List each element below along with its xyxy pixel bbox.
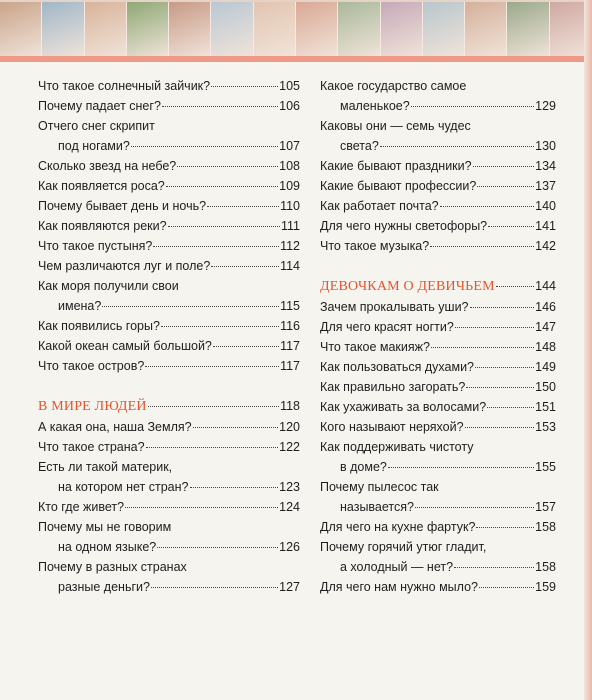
dot-leader bbox=[125, 507, 278, 508]
dot-leader bbox=[475, 367, 534, 368]
toc-page-number: 123 bbox=[279, 480, 300, 494]
toc-page-number: 134 bbox=[535, 159, 556, 173]
toc-entry bbox=[38, 96, 300, 116]
toc-page-number: 106 bbox=[279, 99, 300, 113]
toc-entry bbox=[320, 357, 556, 377]
toc-page-number: 117 bbox=[280, 359, 300, 373]
toc-entry-text: Что такое макияж? bbox=[320, 340, 430, 354]
toc-page-number: 129 bbox=[535, 99, 556, 113]
child-photo bbox=[465, 2, 507, 58]
toc-entry bbox=[320, 517, 556, 537]
toc-page-number: 159 bbox=[535, 580, 556, 594]
toc-page-number: 116 bbox=[280, 319, 300, 333]
child-photo bbox=[85, 2, 127, 58]
dot-leader bbox=[431, 347, 534, 348]
dot-leader bbox=[145, 366, 279, 367]
toc-entry bbox=[320, 317, 556, 337]
toc-entry bbox=[38, 256, 300, 276]
child-photo bbox=[169, 2, 211, 58]
toc-page-number: 137 bbox=[535, 179, 556, 193]
dot-leader bbox=[148, 406, 279, 407]
toc-page-number: 114 bbox=[280, 259, 300, 273]
toc-entry bbox=[38, 497, 300, 517]
dot-leader bbox=[166, 186, 278, 187]
toc-entry bbox=[320, 477, 556, 517]
toc-entry bbox=[38, 557, 300, 597]
toc-entry bbox=[38, 236, 300, 256]
toc-entry bbox=[320, 76, 556, 116]
toc-entry bbox=[38, 196, 300, 216]
toc-page-number: 150 bbox=[535, 380, 556, 394]
dot-leader bbox=[470, 307, 535, 308]
dot-leader bbox=[177, 166, 278, 167]
toc-page-number: 110 bbox=[280, 199, 300, 213]
toc-entry bbox=[320, 377, 556, 397]
dot-leader bbox=[476, 527, 534, 528]
toc-entry-text: Что такое солнечный зайчик? bbox=[38, 79, 211, 93]
child-photo bbox=[211, 2, 253, 58]
toc-entry bbox=[320, 116, 556, 156]
toc-entry bbox=[38, 156, 300, 176]
dot-leader bbox=[487, 407, 534, 408]
toc-entry-text: Что такое музыка? bbox=[320, 239, 430, 253]
toc-entry-text: света? bbox=[340, 139, 379, 153]
toc-page-number: 127 bbox=[279, 580, 300, 594]
toc-section-heading bbox=[38, 396, 300, 417]
dot-leader bbox=[496, 286, 534, 287]
toc-page-number: 153 bbox=[535, 420, 556, 434]
toc-entry-text: Какие бывают праздники? bbox=[320, 159, 472, 173]
toc-entry-text: Есть ли такой материк, bbox=[38, 460, 173, 474]
toc-entry bbox=[320, 437, 556, 477]
toc-entry-text: Что такое пустыня? bbox=[38, 239, 153, 253]
toc-page-number: 118 bbox=[280, 399, 300, 413]
toc-entry-text: ДЕВОЧКАМ О ДЕВИЧЬЕМ bbox=[320, 279, 495, 294]
toc-page-number: 157 bbox=[535, 500, 556, 514]
toc-entry-text: называется? bbox=[340, 500, 414, 514]
dot-leader bbox=[146, 447, 279, 448]
dot-leader bbox=[415, 507, 534, 508]
toc-page-number: 124 bbox=[279, 500, 300, 514]
toc-entry bbox=[38, 276, 300, 316]
toc-entry-text: Почему горячий утюг гладит, bbox=[320, 540, 487, 554]
dot-leader bbox=[153, 246, 279, 247]
toc-entry-text: маленькое? bbox=[340, 99, 410, 113]
toc-entry bbox=[320, 236, 556, 256]
toc-entry-text: Как появляются реки? bbox=[38, 219, 167, 233]
toc-entry-text: Для чего красят ногти? bbox=[320, 320, 454, 334]
toc-entry-text: на одном языке? bbox=[58, 540, 157, 554]
dot-leader bbox=[454, 567, 534, 568]
dot-leader bbox=[388, 467, 534, 468]
toc-page-number: 105 bbox=[279, 79, 300, 93]
toc-entry-text: А какая она, наша Земля? bbox=[38, 420, 192, 434]
toc-entry-text: Чем различаются луг и поле? bbox=[38, 259, 211, 273]
toc-page-number: 144 bbox=[535, 279, 556, 293]
toc-entry bbox=[320, 417, 556, 437]
dot-leader bbox=[211, 266, 279, 267]
dot-leader bbox=[479, 587, 534, 588]
toc-entry-text: Как правильно загорать? bbox=[320, 380, 466, 394]
dot-leader bbox=[211, 86, 278, 87]
toc-entry-text: Сколько звезд на небе? bbox=[38, 159, 177, 173]
dot-leader bbox=[440, 206, 535, 207]
toc-page-number: 146 bbox=[535, 300, 556, 314]
dot-leader bbox=[102, 306, 279, 307]
toc-entry bbox=[38, 457, 300, 497]
header-border bbox=[0, 56, 592, 62]
toc-entry-text: Почему мы не говорим bbox=[38, 520, 172, 534]
toc-entry-text: в доме? bbox=[340, 460, 387, 474]
toc-page-number: 117 bbox=[280, 339, 300, 353]
toc-entry-text: Какой океан самый большой? bbox=[38, 339, 212, 353]
toc-page-number: 142 bbox=[535, 239, 556, 253]
toc-entry-text: Как поддерживать чистоту bbox=[320, 440, 474, 454]
dot-leader bbox=[380, 146, 534, 147]
dot-leader bbox=[161, 326, 279, 327]
toc-entry bbox=[320, 196, 556, 216]
child-photo bbox=[507, 2, 549, 58]
toc-page-number: 115 bbox=[280, 299, 300, 313]
toc-entry-text: Какие бывают профессии? bbox=[320, 179, 477, 193]
toc-entry-text: Как работает почта? bbox=[320, 199, 439, 213]
toc-entry bbox=[38, 116, 300, 156]
toc-entry-text: Зачем прокалывать уши? bbox=[320, 300, 469, 314]
toc-entry bbox=[38, 176, 300, 196]
toc-entry-text: Почему в разных странах bbox=[38, 560, 187, 574]
toc-entry bbox=[320, 397, 556, 417]
toc-column-left bbox=[38, 76, 300, 597]
dot-leader bbox=[213, 346, 279, 347]
toc-page-number: 111 bbox=[280, 219, 300, 233]
dot-leader bbox=[190, 487, 279, 488]
toc-entry-text: на котором нет стран? bbox=[58, 480, 189, 494]
toc-page-number: 122 bbox=[279, 440, 300, 454]
toc-page-number: 120 bbox=[279, 420, 300, 434]
toc-entry bbox=[38, 76, 300, 96]
dot-leader bbox=[157, 547, 278, 548]
toc-entry bbox=[38, 316, 300, 336]
child-photo bbox=[381, 2, 423, 58]
toc-page-number: 147 bbox=[535, 320, 556, 334]
photo-strip bbox=[0, 0, 592, 62]
toc-entry-text: Что такое страна? bbox=[38, 440, 145, 454]
toc-page-number: 112 bbox=[280, 239, 300, 253]
toc-entry bbox=[38, 216, 300, 236]
dot-leader bbox=[193, 427, 279, 428]
toc-page-number: 148 bbox=[535, 340, 556, 354]
toc-entry-text: Почему пылесос так bbox=[320, 480, 439, 494]
toc-page-number: 108 bbox=[279, 159, 300, 173]
toc-entry-text: Как появляется роса? bbox=[38, 179, 165, 193]
toc-column-right bbox=[320, 76, 556, 597]
toc-section-heading bbox=[320, 276, 556, 297]
toc-page-number: 140 bbox=[535, 199, 556, 213]
dot-leader bbox=[411, 106, 534, 107]
page-edge bbox=[584, 0, 592, 700]
toc-entry-text: а холодный — нет? bbox=[340, 560, 454, 574]
toc-entry-text: Какое государство самое bbox=[320, 79, 467, 93]
child-photo bbox=[423, 2, 465, 58]
dot-leader bbox=[488, 226, 534, 227]
dot-leader bbox=[168, 226, 280, 227]
toc-entry bbox=[320, 216, 556, 236]
toc-entry bbox=[320, 297, 556, 317]
toc-entry bbox=[38, 417, 300, 437]
child-photo bbox=[338, 2, 380, 58]
child-photo bbox=[296, 2, 338, 58]
toc-entry-text: Каковы они — семь чудес bbox=[320, 119, 471, 133]
toc-entry-text: Для чего на кухне фартук? bbox=[320, 520, 476, 534]
toc-entry-text: Что такое остров? bbox=[38, 359, 145, 373]
dot-leader bbox=[151, 587, 278, 588]
toc-entry-text: Почему падает снег? bbox=[38, 99, 161, 113]
toc-page-number: 141 bbox=[535, 219, 556, 233]
dot-leader bbox=[430, 246, 534, 247]
toc-entry bbox=[320, 337, 556, 357]
toc-entry-text: Кто где живет? bbox=[38, 500, 125, 514]
toc-page-number: 151 bbox=[535, 400, 556, 414]
toc-entry bbox=[320, 156, 556, 176]
toc-entry-text: Кого называют неряхой? bbox=[320, 420, 464, 434]
child-photo bbox=[42, 2, 84, 58]
toc-page-number: 155 bbox=[535, 460, 556, 474]
child-photo bbox=[0, 2, 42, 58]
dot-leader bbox=[473, 166, 535, 167]
toc-entry-text: разные деньги? bbox=[58, 580, 150, 594]
dot-leader bbox=[477, 186, 534, 187]
toc-entry-text: Отчего снег скрипит bbox=[38, 119, 155, 133]
child-photo bbox=[127, 2, 169, 58]
toc-entry-text: Как моря получили свои bbox=[38, 279, 179, 293]
dot-leader bbox=[162, 106, 278, 107]
toc-entry-text: Как пользоваться духами? bbox=[320, 360, 475, 374]
child-photo bbox=[254, 2, 296, 58]
toc-entry-text: Для чего нужны светофоры? bbox=[320, 219, 488, 233]
toc-page-number: 158 bbox=[535, 560, 556, 574]
toc-entry bbox=[38, 437, 300, 457]
dot-leader bbox=[466, 387, 534, 388]
toc-entry-text: В МИРЕ ЛЮДЕЙ bbox=[38, 399, 147, 414]
dot-leader bbox=[455, 327, 534, 328]
toc-entry-text: имена? bbox=[58, 299, 102, 313]
toc-page-number: 149 bbox=[535, 360, 556, 374]
toc-entry-text: под ногами? bbox=[58, 139, 130, 153]
toc-page-number: 107 bbox=[279, 139, 300, 153]
toc-page-number: 109 bbox=[279, 179, 300, 193]
toc-entry-text: Для чего нам нужно мыло? bbox=[320, 580, 478, 594]
toc-page-number: 158 bbox=[535, 520, 556, 534]
toc-entry-text: Как ухаживать за волосами? bbox=[320, 400, 487, 414]
dot-leader bbox=[465, 427, 535, 428]
toc-page-number: 126 bbox=[279, 540, 300, 554]
toc-entry bbox=[320, 176, 556, 196]
toc-entry-text: Почему бывает день и ночь? bbox=[38, 199, 207, 213]
toc-entry-text: Как появились горы? bbox=[38, 319, 160, 333]
dot-leader bbox=[207, 206, 279, 207]
toc-page-number: 130 bbox=[535, 139, 556, 153]
toc-entry bbox=[38, 336, 300, 356]
dot-leader bbox=[131, 146, 278, 147]
toc-entry bbox=[320, 577, 556, 597]
toc-entry bbox=[38, 517, 300, 557]
toc-entry bbox=[38, 356, 300, 376]
toc-entry bbox=[320, 537, 556, 577]
